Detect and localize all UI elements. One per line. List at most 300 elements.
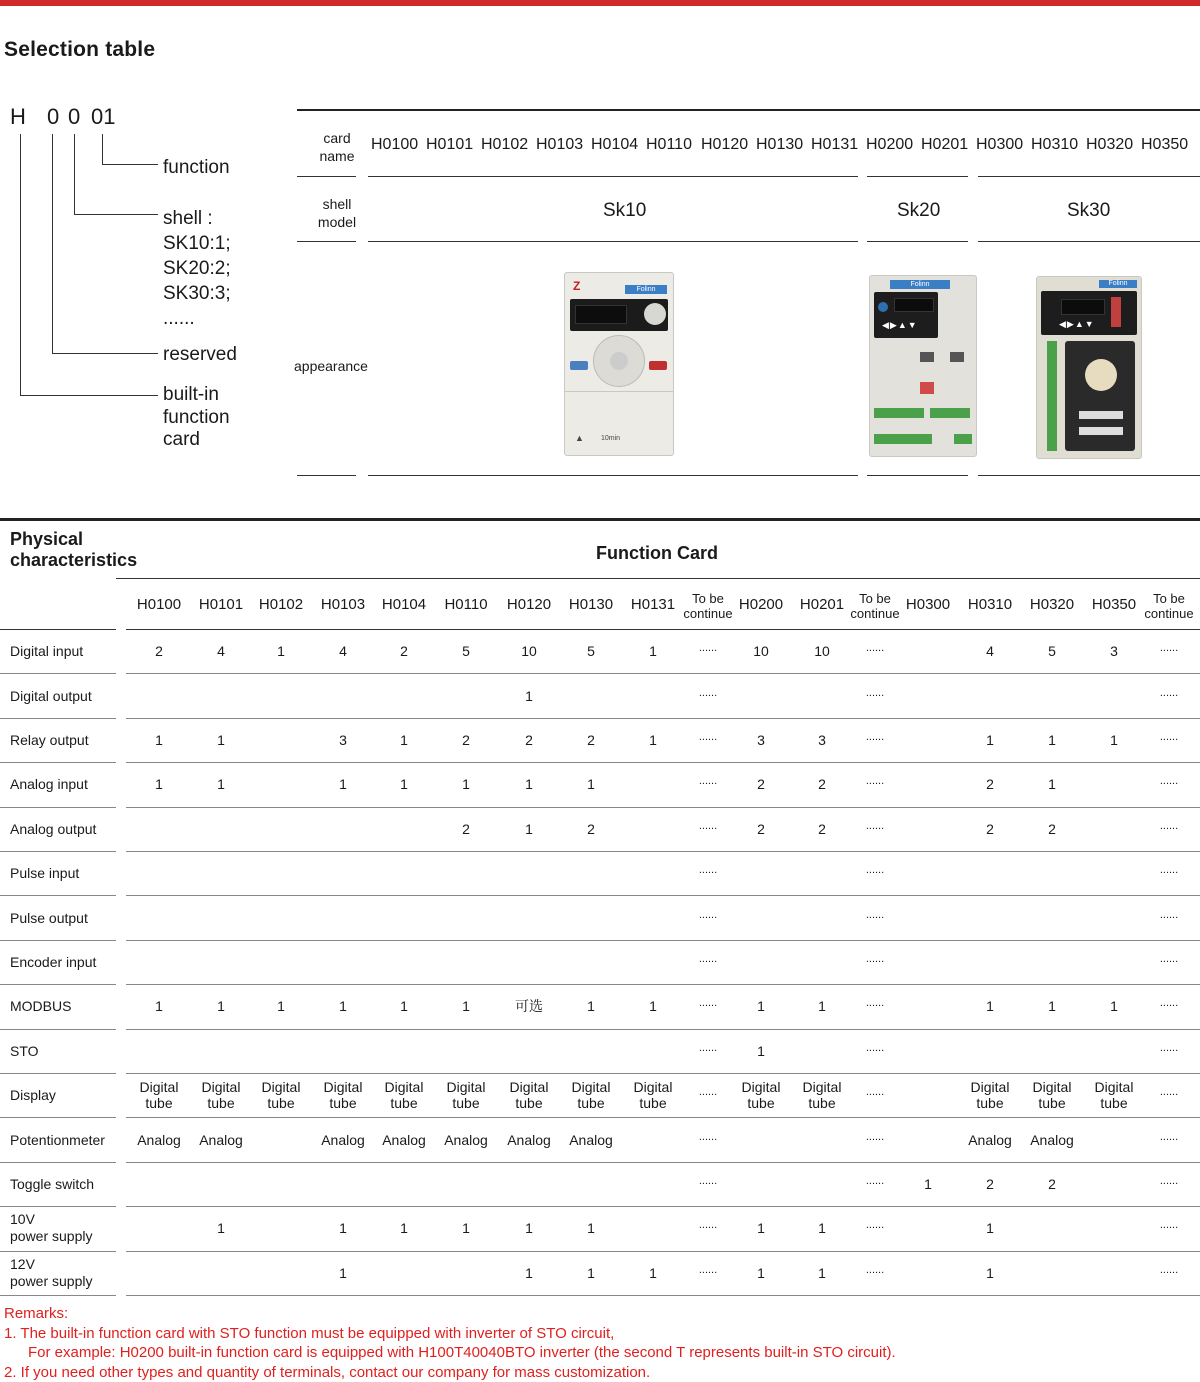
table-cell: ...... (1160, 1262, 1178, 1278)
table-cell: ...... (1160, 995, 1178, 1011)
card-name: H0100 (371, 136, 418, 154)
table-cell: 1 (525, 776, 533, 792)
rule (368, 176, 858, 177)
tree-line (52, 134, 53, 353)
column-header: H0110 (444, 596, 487, 613)
arrow-keys-icon: ◀▶▲▼ (882, 320, 918, 331)
table-cell: 1 (277, 643, 285, 659)
table-cell: Digital tube (385, 1079, 424, 1111)
table-cell: ...... (1160, 1173, 1178, 1189)
table-cell: ...... (1160, 1129, 1178, 1145)
column-header-to-be-continued: To be continue (1144, 591, 1193, 621)
table-cell: 2 (1048, 1176, 1056, 1192)
table-cell: 1 (649, 732, 657, 748)
table-cell: 1 (587, 776, 595, 792)
column-header-to-be-continued: To be continue (683, 591, 732, 621)
table-cell: 1 (1048, 732, 1056, 748)
card-name: H0120 (701, 136, 748, 154)
table-cell: Digital tube (510, 1079, 549, 1111)
row-label: 12V power supply (10, 1256, 93, 1290)
table-cell: Digital tube (1033, 1079, 1072, 1111)
row-rule (0, 1206, 116, 1207)
terminal-block-icon (954, 434, 972, 444)
code-char-h: H (10, 104, 26, 130)
card-name: H0131 (811, 136, 858, 154)
table-cell: 1 (400, 998, 408, 1014)
row-label: Toggle switch (10, 1176, 94, 1193)
row-label: Analog output (10, 821, 96, 838)
rule (978, 475, 1200, 476)
column-header: H0120 (507, 596, 551, 613)
arrow-keys-icon: ◀▶▲▼ (1059, 319, 1095, 330)
display-panel (570, 299, 668, 331)
remark-line-3: 2. If you need other types and quantity of terminals, contact our company for mass customization. (4, 1363, 896, 1382)
table-cell: ...... (866, 640, 884, 656)
table-cell: Analog (569, 1132, 613, 1148)
row-rule (126, 807, 1200, 808)
table-cell: 1 (818, 998, 826, 1014)
tree-line (20, 134, 21, 395)
table-cell: ...... (699, 773, 717, 789)
table-cell: ...... (866, 818, 884, 834)
table-cell: 2 (400, 643, 408, 659)
led-display (1061, 299, 1105, 315)
top-accent-bar (0, 0, 1200, 6)
row-rule (0, 984, 116, 985)
rule (368, 475, 858, 476)
table-cell: 1 (155, 732, 163, 748)
table-cell: 1 (400, 732, 408, 748)
label-reserved: reserved (163, 342, 237, 367)
keypad-panel (1041, 291, 1137, 335)
table-cell: 1 (525, 821, 533, 837)
table-cell: ...... (1160, 951, 1178, 967)
table-cell: ...... (866, 685, 884, 701)
table-cell: ...... (1160, 1084, 1178, 1100)
device-sk30-image (1036, 276, 1142, 459)
row-rule (126, 762, 1200, 763)
table-cell: ...... (1160, 818, 1178, 834)
table-cell: 2 (462, 732, 470, 748)
table-cell: Digital tube (803, 1079, 842, 1111)
control-panel (1065, 341, 1135, 451)
table-cell: 4 (339, 643, 347, 659)
row-rule (126, 984, 1200, 985)
row-rule (0, 1073, 116, 1074)
table-cell: ...... (1160, 773, 1178, 789)
table-cell: ...... (1160, 729, 1178, 745)
row-label: 10V power supply (10, 1211, 93, 1245)
row-rule (126, 673, 1200, 674)
table-cell: ...... (1160, 1040, 1178, 1056)
table-cell: Analog (1030, 1132, 1074, 1148)
table-cell: 3 (818, 732, 826, 748)
table-cell: 1 (986, 732, 994, 748)
code-char-shell: 0 (68, 104, 80, 130)
table-cell: 1 (155, 998, 163, 1014)
potentiometer-knob-icon (1085, 359, 1117, 391)
column-header: H0350 (1092, 596, 1136, 613)
table-cell: Analog (507, 1132, 551, 1148)
table-cell: 1 (986, 1220, 994, 1236)
row-label: Encoder input (10, 954, 96, 971)
table-cell: ...... (699, 907, 717, 923)
table-cell: 3 (1110, 643, 1118, 659)
table-cell: 2 (587, 732, 595, 748)
column-header: H0131 (631, 596, 675, 613)
row-rule (126, 1029, 1200, 1030)
table-cell: Digital tube (262, 1079, 301, 1111)
row-rule (0, 1117, 116, 1118)
column-header: H0300 (906, 596, 950, 613)
rule (297, 241, 356, 242)
table-cell: Digital tube (742, 1079, 781, 1111)
table-cell: 1 (587, 998, 595, 1014)
device-caption: 10min (601, 435, 620, 442)
brand-badge: Folinn (890, 280, 950, 289)
table-cell: 1 (757, 1265, 765, 1281)
table-cell: ...... (1160, 1217, 1178, 1233)
table-cell: ...... (866, 1217, 884, 1233)
device-sk10-image (564, 272, 674, 456)
table-cell: 1 (587, 1220, 595, 1236)
row-rule (0, 1162, 116, 1163)
page-title: Selection table (4, 38, 155, 62)
table-cell: 1 (339, 998, 347, 1014)
column-header: H0320 (1030, 596, 1074, 613)
row-rule (0, 895, 116, 896)
table-cell: 1 (649, 1265, 657, 1281)
card-name: H0102 (481, 136, 528, 154)
table-cell: 10 (753, 643, 769, 659)
table-cell: Analog (321, 1132, 365, 1148)
table-cell: 1 (462, 776, 470, 792)
card-name: H0103 (536, 136, 583, 154)
keypad-center (610, 352, 628, 370)
table-cell: Digital tube (202, 1079, 241, 1111)
table-cell: 2 (1048, 821, 1056, 837)
table-cell: 1 (400, 1220, 408, 1236)
table-cell: 2 (525, 732, 533, 748)
brand-badge: Folinn (1099, 280, 1137, 288)
table-cell: 1 (587, 1265, 595, 1281)
led-display (575, 305, 627, 324)
table-cell: 2 (986, 1176, 994, 1192)
table-cell: ...... (699, 818, 717, 834)
terminal-block-icon (930, 408, 970, 418)
function-card-title: Function Card (596, 543, 718, 564)
warning-icon: ▲ (575, 433, 584, 443)
table-cell: 1 (525, 688, 533, 704)
column-header: H0102 (259, 596, 303, 613)
row-rule (0, 1029, 116, 1030)
brand-badge: Folinn (625, 285, 667, 294)
tree-line (52, 353, 158, 354)
table-cell: ...... (1160, 907, 1178, 923)
shell-model-label: shell model (297, 195, 377, 231)
table-cell: 3 (339, 732, 347, 748)
table-cell: 1 (1110, 998, 1118, 1014)
table-cell: Analog (199, 1132, 243, 1148)
row-rule (126, 895, 1200, 896)
card-name: H0300 (976, 136, 1023, 154)
tree-line (102, 164, 158, 165)
card-name: H0201 (921, 136, 968, 154)
table-cell: Digital tube (447, 1079, 486, 1111)
table-cell: ...... (699, 729, 717, 745)
row-rule (0, 1251, 116, 1252)
table-cell: 1 (339, 1265, 347, 1281)
row-rule (0, 851, 116, 852)
table-cell: Analog (968, 1132, 1012, 1148)
row-rule (0, 673, 116, 674)
table-cell: 1 (986, 1265, 994, 1281)
table-cell: 1 (400, 776, 408, 792)
row-label: Potentionmeter (10, 1132, 105, 1149)
table-cell: 1 (818, 1220, 826, 1236)
section-divider (0, 518, 1200, 521)
row-label: Display (10, 1087, 56, 1104)
code-char-reserved: 0 (47, 104, 59, 130)
rule (368, 241, 858, 242)
card-name: H0110 (646, 136, 692, 154)
table-cell: 2 (587, 821, 595, 837)
row-label: Pulse input (10, 865, 79, 882)
table-cell: Digital tube (1095, 1079, 1134, 1111)
appearance-label: appearance (294, 357, 374, 375)
row-rule (126, 1117, 1200, 1118)
table-cell: 1 (339, 776, 347, 792)
row-rule (0, 762, 116, 763)
table-cell: 1 (818, 1265, 826, 1281)
row-rule (126, 1295, 1200, 1296)
row-label: Digital input (10, 643, 83, 660)
terminal-block-icon (874, 408, 924, 418)
column-header: H0101 (199, 596, 243, 613)
row-label: Relay output (10, 732, 89, 749)
table-cell: 可选 (515, 998, 543, 1014)
table-cell: 1 (462, 998, 470, 1014)
rule (297, 475, 356, 476)
row-label: STO (10, 1043, 39, 1060)
row-rule (0, 807, 116, 808)
table-cell: 1 (1048, 776, 1056, 792)
table-cell: ...... (866, 729, 884, 745)
table-cell: 1 (757, 1220, 765, 1236)
label-shell: shell : SK10:1; SK20:2; SK30:3; ...... (163, 206, 231, 331)
label-builtin-card: built-in function card (163, 384, 230, 452)
table-cell: ...... (866, 1173, 884, 1189)
table-cell: 1 (217, 1220, 225, 1236)
card-name: H0310 (1031, 136, 1078, 154)
terminal-block-icon (1047, 341, 1057, 451)
table-cell: ...... (866, 1084, 884, 1100)
table-cell: ...... (866, 1129, 884, 1145)
card-name-label: card name (297, 129, 377, 165)
led-display (894, 298, 934, 312)
table-cell: 4 (986, 643, 994, 659)
knob-icon (644, 303, 666, 325)
table-cell: 1 (649, 643, 657, 659)
code-char-function: 01 (91, 104, 115, 130)
table-cell: 2 (818, 776, 826, 792)
remark-line-1: 1. The built-in function card with STO function must be equipped with inverter of STO circuit, (4, 1324, 896, 1344)
table-cell: Digital tube (971, 1079, 1010, 1111)
remark-line-2: For example: H0200 built-in function card is equipped with H100T40040BTO inverter (the second T represents built-in STO circuit). (4, 1343, 896, 1363)
button-icon (878, 302, 888, 312)
row-label: Pulse output (10, 910, 88, 927)
table-cell: 2 (757, 776, 765, 792)
table-rule (0, 629, 116, 630)
table-cell: Digital tube (572, 1079, 611, 1111)
toggle-switch-icon (1079, 427, 1123, 435)
row-rule (126, 1206, 1200, 1207)
row-label: MODBUS (10, 998, 71, 1015)
table-cell: 1 (525, 1220, 533, 1236)
brand-logo-icon: Z (573, 279, 580, 293)
column-header-to-be-continued: To be continue (850, 591, 899, 621)
row-rule (126, 1073, 1200, 1074)
table-cell: 2 (818, 821, 826, 837)
table-cell: 1 (339, 1220, 347, 1236)
table-top-rule (297, 109, 1200, 111)
table-cell: ...... (699, 862, 717, 878)
table-cell: 1 (155, 776, 163, 792)
table-cell: 5 (462, 643, 470, 659)
row-rule (0, 1295, 116, 1296)
table-cell: ...... (866, 1262, 884, 1278)
table-cell: ...... (866, 907, 884, 923)
device-sk20-image (869, 275, 977, 457)
table-cell: 2 (986, 776, 994, 792)
table-cell: ...... (1160, 862, 1178, 878)
table-cell: ...... (699, 1262, 717, 1278)
table-cell: Analog (382, 1132, 426, 1148)
row-rule (0, 940, 116, 941)
table-cell: 1 (924, 1176, 932, 1192)
rule (867, 241, 968, 242)
table-cell: ...... (699, 1173, 717, 1189)
table-cell: 10 (814, 643, 830, 659)
table-cell: 2 (155, 643, 163, 659)
card-name: H0104 (591, 136, 638, 154)
table-cell: 1 (525, 1265, 533, 1281)
table-cell: ...... (1160, 685, 1178, 701)
card-name: H0200 (866, 136, 913, 154)
table-header-rule (116, 578, 1200, 579)
rule (978, 176, 1200, 177)
table-cell: 2 (462, 821, 470, 837)
table-cell: Digital tube (324, 1079, 363, 1111)
table-cell: ...... (1160, 640, 1178, 656)
tree-line (74, 214, 158, 215)
table-cell: 1 (1048, 998, 1056, 1014)
row-rule (0, 718, 116, 719)
table-cell: 1 (649, 998, 657, 1014)
tree-line (74, 134, 75, 214)
table-cell: ...... (699, 640, 717, 656)
table-cell: ...... (699, 951, 717, 967)
table-cell: ...... (699, 995, 717, 1011)
table-cell: 1 (217, 998, 225, 1014)
table-cell: 10 (521, 643, 537, 659)
shell-sk20: Sk20 (897, 200, 940, 222)
table-cell: 3 (757, 732, 765, 748)
table-cell: ...... (699, 1217, 717, 1233)
table-cell: 1 (462, 1220, 470, 1236)
table-cell: ...... (866, 773, 884, 789)
table-cell: Analog (137, 1132, 181, 1148)
row-label: Digital output (10, 688, 92, 705)
table-cell: Analog (444, 1132, 488, 1148)
toggle-switch-icon (1079, 411, 1123, 419)
table-cell: 2 (986, 821, 994, 837)
port-icon (920, 352, 934, 362)
table-cell: 1 (217, 732, 225, 748)
table-cell: ...... (866, 862, 884, 878)
table-rule (126, 629, 1200, 630)
dip-switch-icon (1111, 297, 1121, 327)
row-rule (126, 940, 1200, 941)
rule (297, 176, 356, 177)
card-name: H0320 (1086, 136, 1133, 154)
port-icon (950, 352, 964, 362)
rule (867, 475, 968, 476)
table-cell: 5 (1048, 643, 1056, 659)
table-cell: 5 (587, 643, 595, 659)
shell-sk10: Sk10 (603, 200, 646, 222)
table-cell: ...... (866, 1040, 884, 1056)
column-header: H0310 (968, 596, 1012, 613)
table-cell: 1 (217, 776, 225, 792)
keypad-dial (593, 335, 645, 387)
table-cell: Digital tube (634, 1079, 673, 1111)
code-characters (0, 104, 160, 134)
button-icon (649, 361, 667, 370)
column-header: H0201 (800, 596, 844, 613)
dip-switch-icon (920, 382, 934, 394)
table-cell: 4 (217, 643, 225, 659)
table-cell: 1 (757, 1043, 765, 1059)
button-icon (570, 361, 588, 370)
table-cell: 1 (986, 998, 994, 1014)
remarks-title: Remarks: (4, 1304, 896, 1324)
column-header: H0200 (739, 596, 783, 613)
table-cell: ...... (866, 951, 884, 967)
remarks (4, 1304, 896, 1382)
card-name: H0101 (426, 136, 473, 154)
rule (867, 176, 968, 177)
row-rule (126, 1162, 1200, 1163)
column-header: H0130 (569, 596, 613, 613)
column-header: H0103 (321, 596, 365, 613)
terminal-block-icon (874, 434, 932, 444)
card-name: H0350 (1141, 136, 1188, 154)
table-cell: 1 (1110, 732, 1118, 748)
column-header: H0104 (382, 596, 426, 613)
table-cell: 2 (757, 821, 765, 837)
tree-line (20, 395, 158, 396)
table-cell: 1 (277, 998, 285, 1014)
table-cell: ...... (699, 1040, 717, 1056)
table-cell: ...... (699, 685, 717, 701)
label-function: function (163, 155, 230, 180)
row-rule (126, 718, 1200, 719)
keypad-panel (874, 292, 938, 338)
table-cell: Digital tube (140, 1079, 179, 1111)
row-rule (126, 851, 1200, 852)
card-name: H0130 (756, 136, 803, 154)
